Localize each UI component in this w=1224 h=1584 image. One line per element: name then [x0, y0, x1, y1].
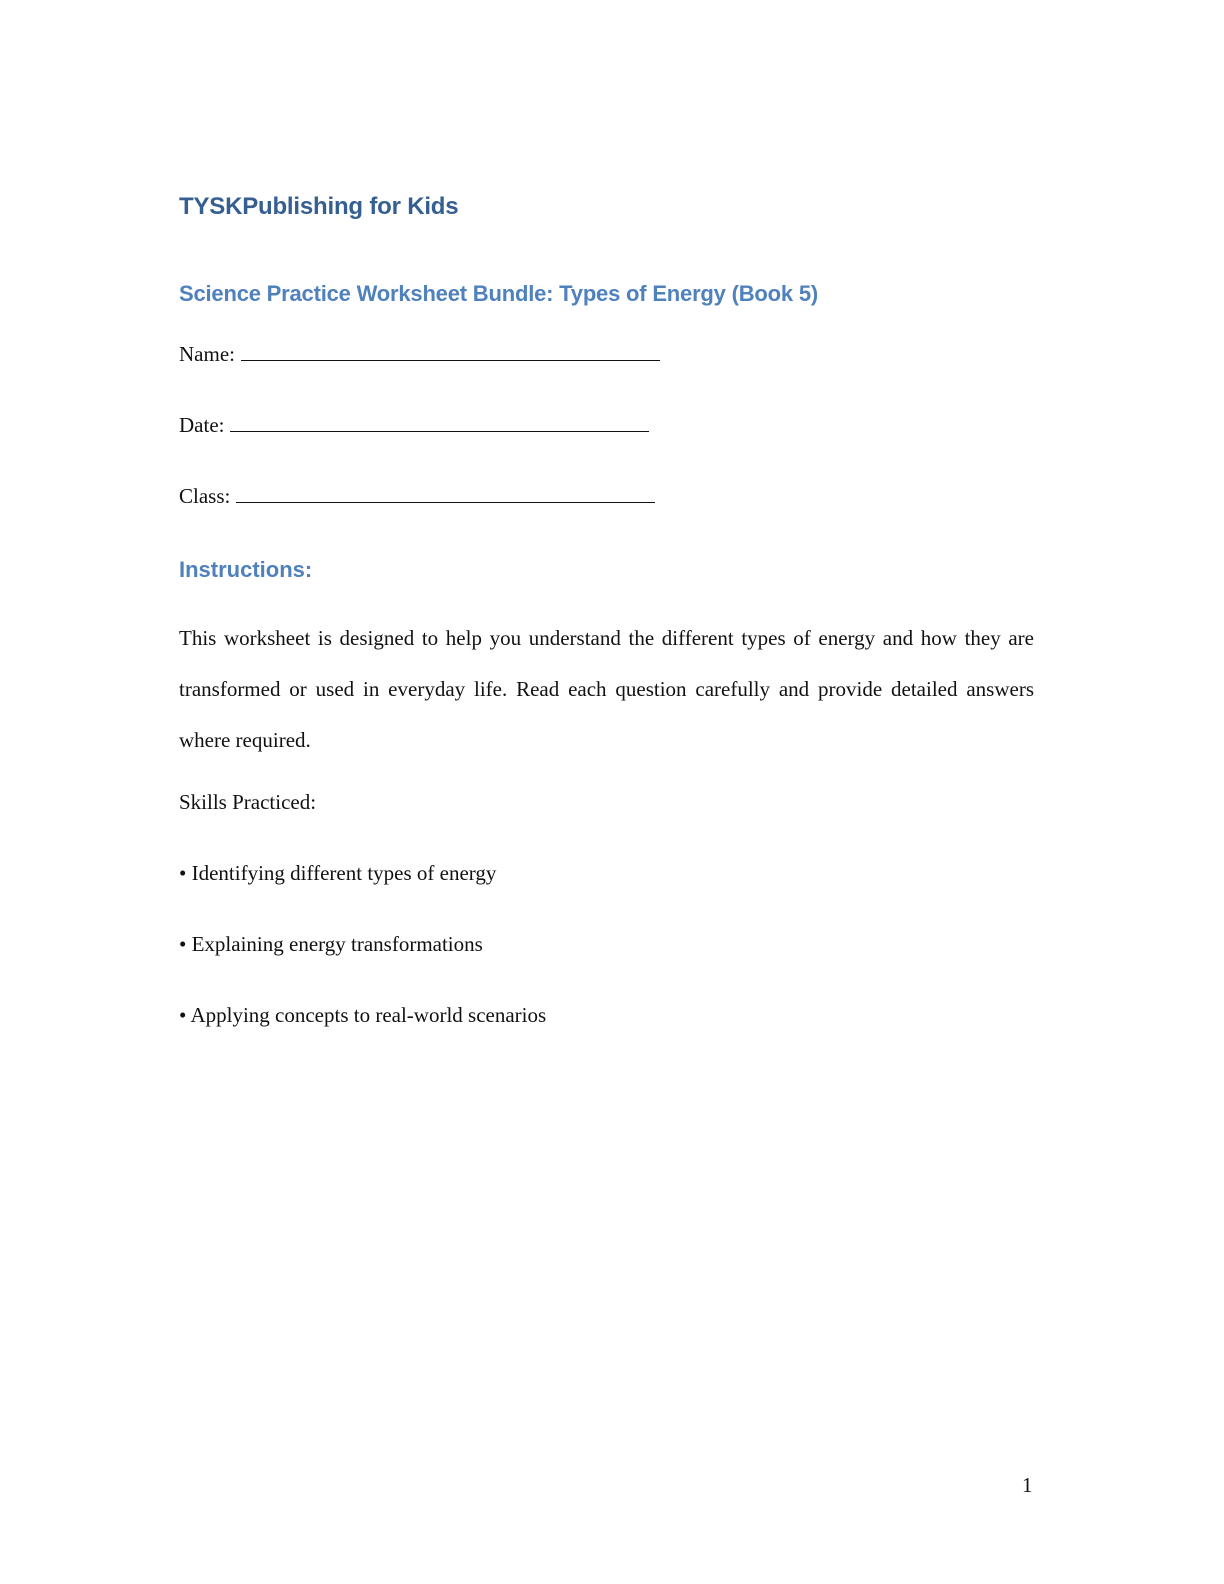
instructions-heading: Instructions: — [179, 557, 313, 582]
publisher-heading: TYSKPublishing for Kids — [179, 193, 459, 220]
name-blank-line[interactable] — [241, 342, 660, 361]
date-blank-line[interactable] — [230, 413, 649, 432]
skill-item: • Applying concepts to real-world scenarios — [179, 1003, 547, 1027]
name-label: Name: — [179, 342, 235, 366]
date-field — [179, 413, 649, 438]
class-field — [179, 484, 655, 509]
skill-item: • Identifying different types of energy — [179, 861, 497, 885]
name-field — [179, 342, 660, 367]
class-label: Class: — [179, 484, 231, 508]
skills-label: Skills Practiced: — [179, 790, 317, 814]
instructions-paragraph: This worksheet is designed to help you understand the different types of energy and how they are transformed or used in everyday life. Read each question carefully and provide detailed answers where required. — [179, 626, 1034, 752]
class-blank-line[interactable] — [236, 484, 655, 503]
worksheet-title: Science Practice Worksheet Bundle: Types of Energy (Book 5) — [179, 281, 819, 306]
page-number: 1 — [1022, 1473, 1033, 1497]
date-label: Date: — [179, 413, 225, 437]
skill-item: • Explaining energy transformations — [179, 932, 483, 956]
